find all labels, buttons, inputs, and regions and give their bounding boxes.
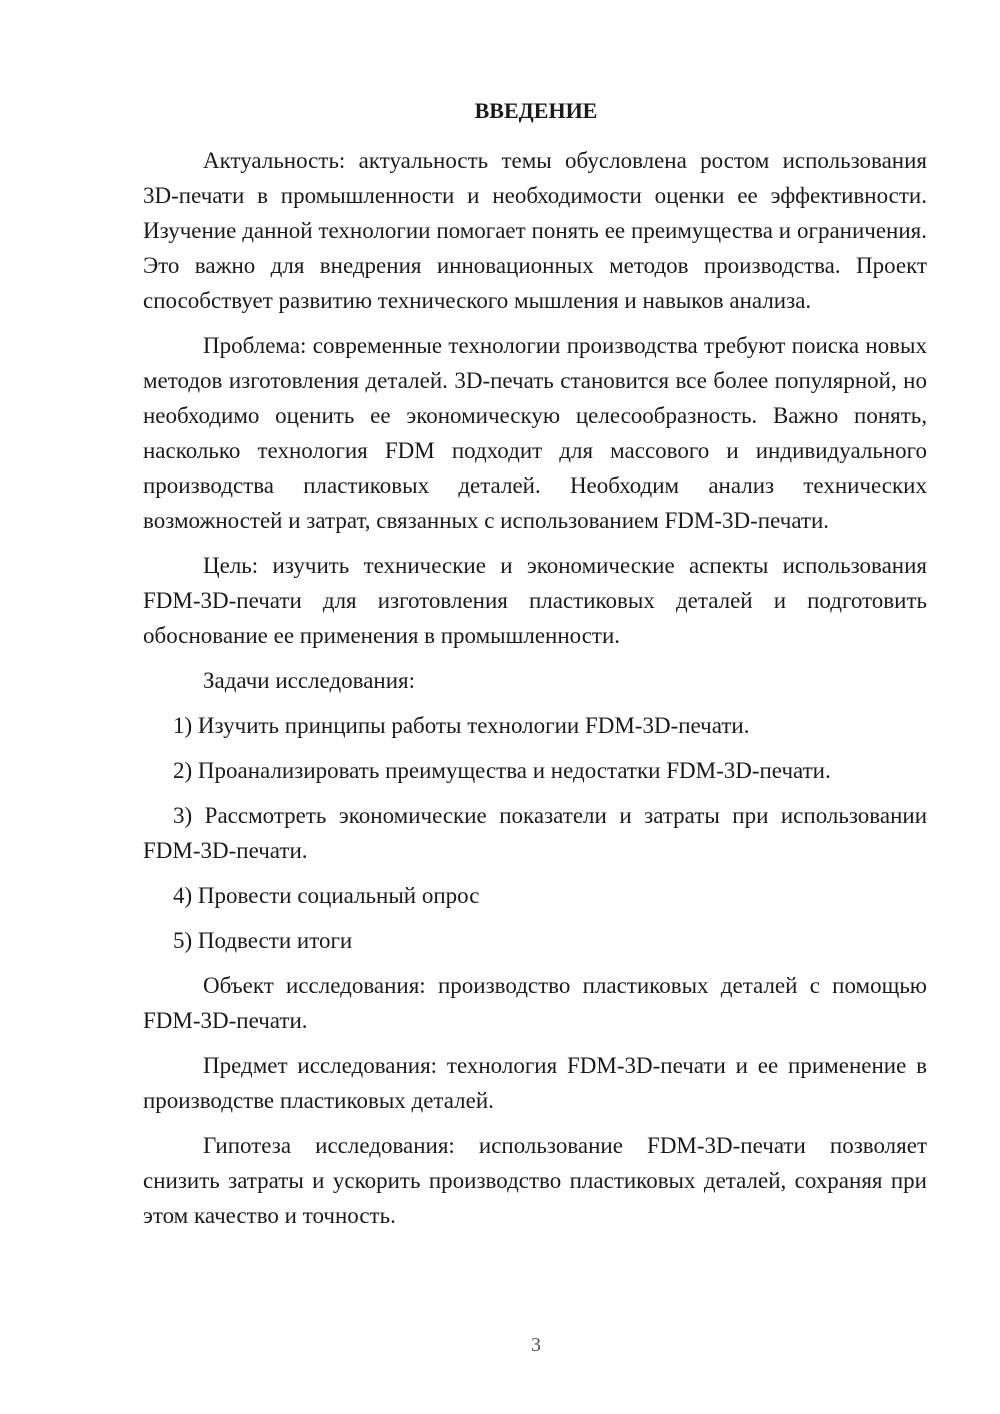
task-item-1: 1) Изучить принципы работы технологии FDM-3D-печати. (173, 713, 750, 738)
task-item-3: 3) Рассмотреть экономические показатели и затраты при использовании FDM-3D-печати. (143, 803, 927, 863)
paragraph-subject: Предмет исследования: технология FDM-3D-печати и ее применение в производстве пластиковых деталей. (143, 1053, 927, 1113)
task-item-5: 5) Подвести итоги (173, 928, 353, 953)
page-number: 3 (531, 1334, 541, 1356)
task-item-2: 2) Проанализировать преимущества и недостатки FDM-3D-печати. (173, 758, 831, 783)
task-item-4: 4) Провести социальный опрос (173, 883, 480, 908)
paragraph-problem: Проблема: современные технологии производства требуют поиска новых методов изготовления деталей. 3D-печать становится все более популярной, но необходимо оценить ее экономическую целесообразность. Важно понять, насколько технология FDM подходит для массового и индивидуального производства пластиковых деталей. Необходим анализ технических возможностей и затрат, связанных с использованием FDM-3D-печати. (143, 333, 927, 533)
paragraph-goal: Цель: изучить технические и экономические аспекты использования FDM-3D-печати для изготовления пластиковых деталей и подготовить обоснование ее применения в промышленности. (143, 553, 927, 648)
paragraph-hypothesis: Гипотеза исследования: использование FDM-3D-печати позволяет снизить затраты и ускорить производство пластиковых деталей, сохраняя при этом качество и точность. (143, 1133, 927, 1228)
page-title: ВВЕДЕНИЕ (474, 98, 598, 123)
paragraph-object: Объект исследования: производство пластиковых деталей с помощью FDM-3D-печати. (143, 973, 927, 1033)
paragraph-relevance: Актуальность: актуальность темы обусловлена ростом использования 3D-печати в промышленности и необходимости оценки ее эффективности. Изучение данной технологии помогает понять ее преимущества и ограничения. Это важно для внедрения инновационных методов производства. Проект способствует развитию технического мышления и навыков анализа. (143, 148, 927, 313)
tasks-heading: Задачи исследования: (203, 668, 416, 693)
document-body (143, 143, 927, 1243)
